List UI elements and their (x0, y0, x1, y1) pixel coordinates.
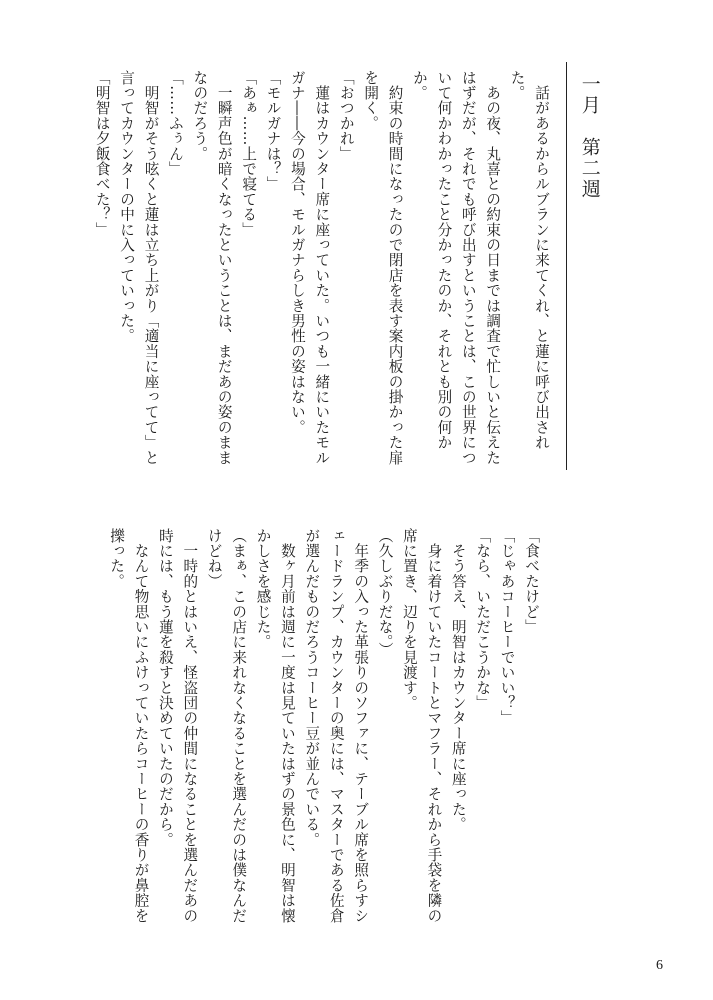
paragraph: 話があるからルブランに来てくれ、と蓮に呼び出された。 (508, 70, 550, 450)
chapter-rule (566, 62, 567, 470)
paragraph: 「明智は夕飯食べた？」 (93, 70, 111, 238)
paragraph: 一瞬声色が暗くなったということは、まだあの姿のままなのだろう。 (191, 70, 233, 466)
paragraph: 約束の時間になったので閉店を表す案内板の掛かった扉を開く。 (362, 70, 404, 466)
paragraph: 「食べたけど」 (523, 528, 540, 635)
paragraph: 「なら、いただこうかな」 (474, 528, 492, 711)
page-number: 6 (656, 958, 663, 973)
chapter-title: 一月 第二週 (578, 74, 601, 200)
paragraph: なんて物思いにふけっていたらコーヒーの香りが鼻腔を擽った。 (108, 528, 150, 924)
paragraph: そう答え、明智はカウンター席に座った。 (449, 528, 467, 832)
paragraph: 身に着けていたコートとマフラー、それから手袋を隣の席に置き、辺りを見渡す。 (400, 528, 443, 924)
paragraph: 明智がそう呟くと蓮は立ち上がり「適当に座ってて」と言ってカウンターの中に入っていった。 (118, 70, 160, 466)
paragraph: 年季の入った革張りのソファに、テーブル席を照らすシェードランプ、カウンターの奥には、マスターである佐倉が選んだものだろうコーヒー豆が並んでいる。 (303, 528, 370, 924)
paragraph: 数ヶ月前は週に一度は見ていたはずの景色に、明智は懐かしさを感じた。 (254, 528, 296, 924)
paragraph: 「……ふぅん」 (166, 70, 184, 177)
paragraph: （まぁ、この店に来れなくなることを選んだのは僕なんだけどね） (205, 528, 248, 924)
paragraph: あの夜、丸喜との約束の日までは調査で忙しいと伝えたはずだが、それでも呼び出すということは、この世界について何かわかったこと分かったのか、それとも別の何かか。 (410, 70, 502, 466)
paragraph: 「おつかれ」 (337, 70, 355, 162)
paragraph: 一時的とはいえ、怪盗団の仲間になることを選んだあの時には、もう蓮を殺すと決めていたのだから。 (156, 528, 199, 924)
text-block-bottom (104, 528, 543, 933)
paragraph: 「じゃあコーヒーでいい？」 (498, 528, 516, 726)
paragraph: 「モルガナは？」 (264, 70, 282, 192)
paragraph: （久しぶりだな。） (376, 528, 394, 658)
text-block-top (89, 70, 553, 475)
paragraph: 蓮はカウンター席に座っていた。いつも一緒にいたモルガナ――今の場合、モルガナらしき男性の姿はない。 (288, 70, 331, 466)
paragraph: 「あぁ……上で寝てる」 (240, 70, 258, 238)
